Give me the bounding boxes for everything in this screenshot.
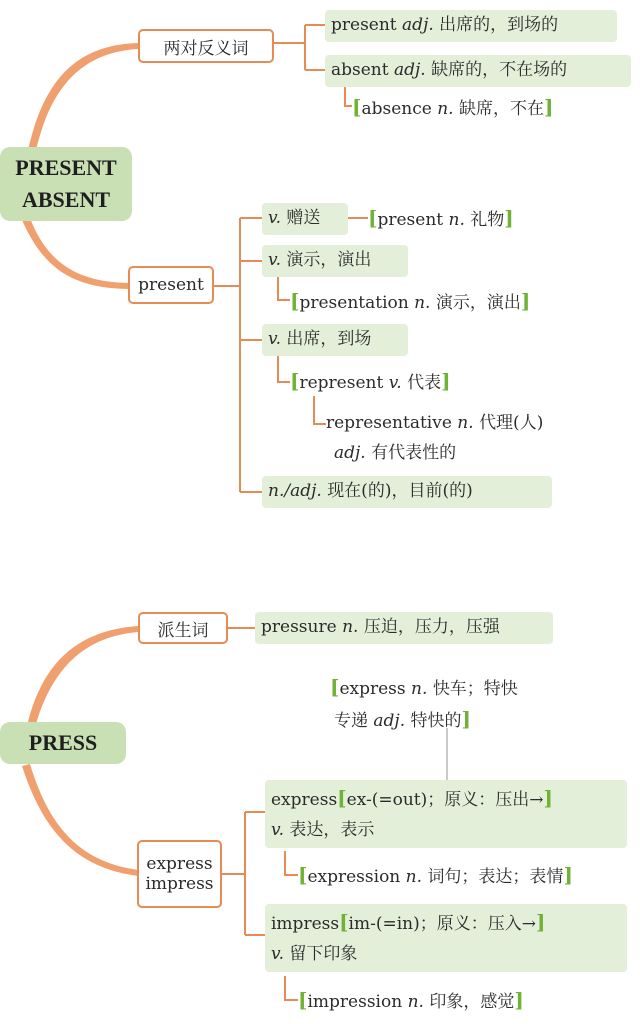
leaf-impression: [impression n. 印象，感觉] [298, 988, 524, 1012]
leaf-impress: impress[im-(=in)；原义：压入→] v. 留下印象 [265, 904, 627, 972]
line-absence [345, 84, 352, 106]
leaf-express: express[ex-(=out)；原义：压出→] v. 表达，表示 [265, 780, 627, 848]
present-label-box [128, 266, 214, 304]
line-presentation [278, 275, 290, 300]
line-present-branch [214, 218, 262, 492]
root-line1: PRESENT [15, 155, 117, 180]
express-impress-label-box [137, 840, 222, 908]
leaf-absent-adj: absent adj. 缺席的，不在场的 [325, 55, 631, 87]
antonyms-label: 两对反义词 [163, 38, 249, 59]
line-represent [278, 355, 290, 382]
leaf-pressure: pressure n. 压迫，压力，压强 [255, 612, 553, 644]
derived-label: 派生词 [157, 620, 209, 641]
express-label: express [146, 854, 213, 874]
leaf-represent: [represent v. 代表] [290, 369, 451, 393]
line-impression [285, 976, 298, 1000]
leaf-now: n./adj. 现在(的)，目前(的) [262, 476, 552, 508]
line-representative [314, 396, 326, 424]
root-press-label: PRESS [28, 730, 98, 755]
leaf-v-gift: v. 赠送 [262, 203, 348, 235]
line-antonyms [274, 25, 325, 70]
curve-root1-antonyms [28, 43, 138, 150]
antonyms-label-box [138, 29, 274, 63]
line-expression [285, 851, 298, 875]
leaf-v-show: v. 演示，演出 [262, 245, 408, 277]
impress-label: impress [145, 874, 214, 894]
root-press [0, 722, 126, 764]
root-line2: ABSENT [21, 187, 111, 212]
curve-root2-derived [28, 626, 138, 724]
curve-root2-express [22, 764, 138, 876]
leaf-absence: [absence n. 缺席，不在] [352, 95, 554, 119]
leaf-presentation: [presentation n. 演示，演出] [290, 289, 531, 313]
leaf-representative: representative n. 代理(人) adj. 有代表性的 [326, 413, 544, 463]
leaf-present-adj: present adj. 出席的，到场的 [325, 10, 617, 42]
curve-root1-present [22, 218, 128, 289]
leaf-expression: [expression n. 词句；表达；表情] [298, 863, 573, 887]
line-express-impress [222, 812, 265, 935]
derived-label-box [138, 612, 228, 644]
leaf-v-attend: v. 出席，到场 [262, 324, 408, 356]
leaf-present-n: [present n. 礼物] [368, 206, 514, 230]
note-express-noun: [express n. 快车；特快 专递 adj. 特快的] [330, 675, 518, 731]
present-label: present [138, 275, 204, 295]
root-present-absent [0, 147, 132, 221]
